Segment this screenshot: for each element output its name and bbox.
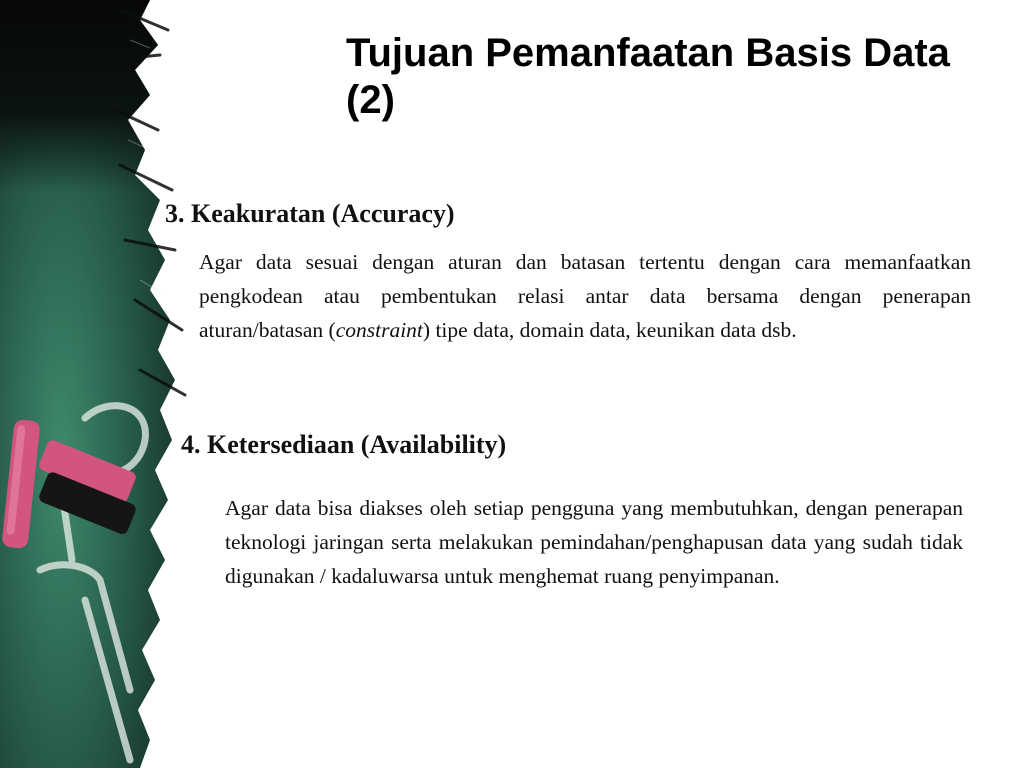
chalkboard-decoration xyxy=(0,0,240,768)
text-part: Agar data sesuai dengan aturan dan batasan tertentu dengan cara memanfaatkan pengkodean atau pembentukan relasi antar data bersama dengan penerapan aturan/batasan ( xyxy=(199,250,971,342)
section-heading-accuracy: 3. Keakuratan (Accuracy) xyxy=(165,199,455,228)
section-text-accuracy xyxy=(199,245,971,347)
italic-term: constraint xyxy=(335,318,423,342)
text-part: ) tipe data, domain data, keunikan data dsb. xyxy=(422,318,797,342)
section-text-availability: Agar data bisa diakses oleh setiap pengguna yang membutuhkan, dengan penerapan teknologi jaringan serta melakukan pemindahan/penghapusan data yang sudah tidak digunakan / kadaluwarsa untuk menghemat ruang penyimpanan. xyxy=(225,496,963,588)
section-heading-availability: 4. Ketersediaan (Availability) xyxy=(181,430,507,459)
slide-title: Tujuan Pemanfaatan Basis Data (2) xyxy=(346,31,950,122)
